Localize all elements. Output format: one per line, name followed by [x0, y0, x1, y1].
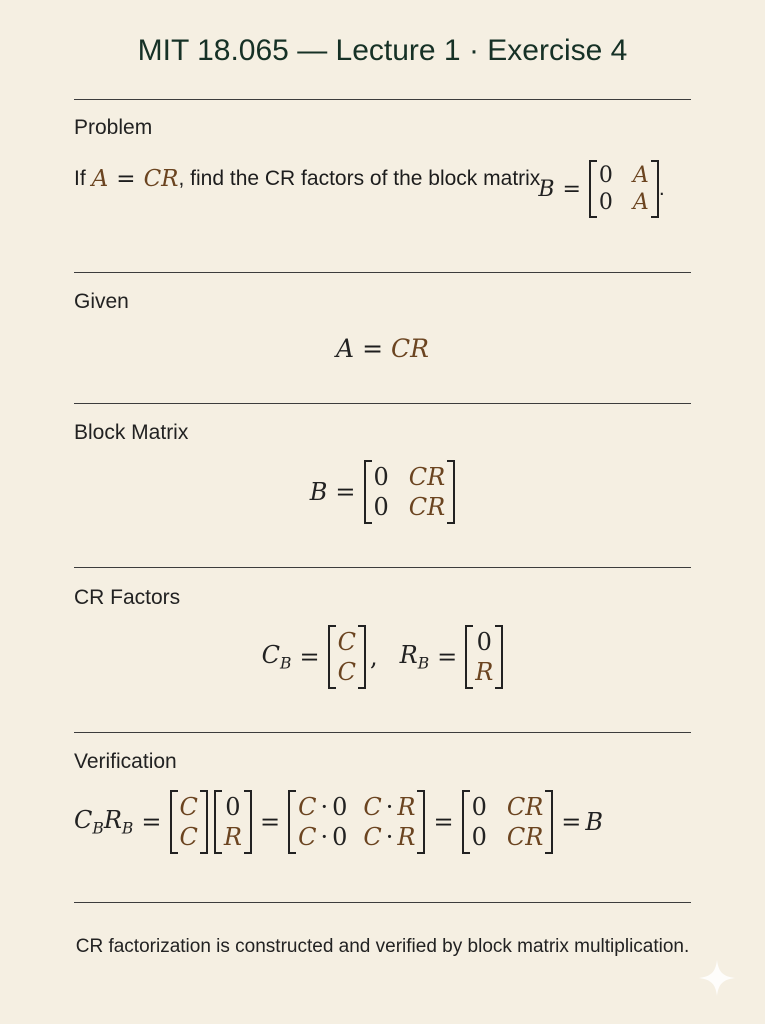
given-equation — [0, 334, 765, 363]
section-label-verification: Verification — [74, 750, 177, 773]
math-B: B — [309, 478, 328, 506]
problem-statement — [74, 150, 665, 215]
section-label-cr-factors: CR Factors — [74, 586, 181, 609]
matrix-B — [364, 460, 456, 524]
matrix-cell: CR — [408, 493, 446, 521]
math-C: C — [74, 806, 93, 835]
math-equals: = — [437, 643, 458, 671]
math-comma: , — [369, 643, 378, 671]
math-equals: = — [141, 808, 162, 836]
subscript-B: B — [92, 819, 104, 838]
sparkle-icon — [697, 958, 737, 998]
matrix-result — [462, 790, 554, 854]
math-R: R — [399, 641, 418, 670]
matrix-cell: CR — [506, 823, 544, 851]
section-label-given: Given — [74, 290, 129, 313]
math-CR: CR — [143, 166, 179, 192]
matrix-cell: R — [223, 823, 242, 851]
matrix-cell: A — [632, 190, 649, 215]
math-equals: = — [362, 334, 384, 363]
matrix-C-B — [328, 625, 366, 689]
matrix-cell: 0 — [373, 493, 389, 521]
matrix-B-given — [589, 160, 659, 218]
math-B: B — [538, 176, 555, 202]
math-C-B — [262, 641, 292, 672]
block-matrix-equation — [0, 460, 765, 524]
matrix-cell: C — [337, 658, 356, 686]
matrix-cell: A — [632, 163, 649, 188]
matrix-cell: R — [475, 658, 494, 686]
divider — [74, 732, 691, 733]
math-equals: = — [259, 808, 281, 836]
subscript-B: B — [121, 819, 134, 838]
math-equals: = — [561, 808, 582, 836]
matrix-cell: 0 — [598, 190, 613, 215]
section-label-problem: Problem — [74, 116, 153, 139]
divider — [74, 99, 691, 100]
matrix-cell: C — [179, 793, 198, 821]
divider — [74, 902, 691, 903]
divider — [74, 272, 691, 273]
problem-text-if: If — [74, 167, 86, 190]
section-label-block-matrix: Block Matrix — [74, 421, 189, 444]
matrix-cell: 0 — [471, 823, 487, 851]
matrix-C-B — [170, 790, 208, 854]
math-C-B — [74, 806, 104, 837]
math-A: A — [91, 166, 109, 192]
verification-equation — [74, 790, 603, 854]
matrix-cell: 0 — [225, 793, 241, 821]
matrix-cell: CR — [408, 463, 446, 491]
problem-text-mid: , find the CR factors of the block matrix — [178, 167, 541, 190]
footer-note: CR factorization is constructed and verified by block matrix multiplication. — [75, 936, 690, 957]
math-R-B — [104, 806, 134, 837]
matrix-cell: C · R — [363, 793, 416, 821]
subscript-B: B — [280, 654, 292, 673]
matrix-cell: C · 0 — [298, 823, 348, 851]
divider — [74, 567, 691, 568]
math-equals: = — [116, 166, 136, 192]
matrix-R-B — [214, 790, 252, 854]
math-equals: = — [562, 176, 581, 202]
matrix-cell: C · R — [363, 823, 416, 851]
math-A: A — [336, 334, 355, 363]
matrix-cell: C · 0 — [298, 793, 348, 821]
divider — [74, 403, 691, 404]
subscript-B: B — [417, 654, 430, 673]
problem-text-end: . — [658, 177, 665, 200]
matrix-cell: 0 — [598, 163, 613, 188]
cr-factors-equation — [0, 625, 765, 689]
math-equals: = — [433, 808, 454, 836]
math-CR: CR — [391, 334, 429, 363]
matrix-cell: 0 — [471, 793, 487, 821]
matrix-cell: CR — [506, 793, 544, 821]
page-title: MIT 18.065 — Lecture 1 · Exercise 4 — [137, 34, 628, 67]
matrix-cell: C — [179, 823, 198, 851]
math-B: B — [585, 808, 604, 836]
math-R: R — [103, 806, 122, 835]
math-C: C — [261, 641, 281, 670]
matrix-cell: 0 — [476, 628, 492, 656]
matrix-R-B — [465, 625, 503, 689]
matrix-cell: 0 — [373, 463, 389, 491]
math-R-B — [400, 641, 430, 672]
matrix-product — [288, 790, 425, 854]
matrix-cell: C — [337, 628, 356, 656]
math-equals: = — [299, 643, 320, 671]
math-equals: = — [335, 478, 356, 506]
